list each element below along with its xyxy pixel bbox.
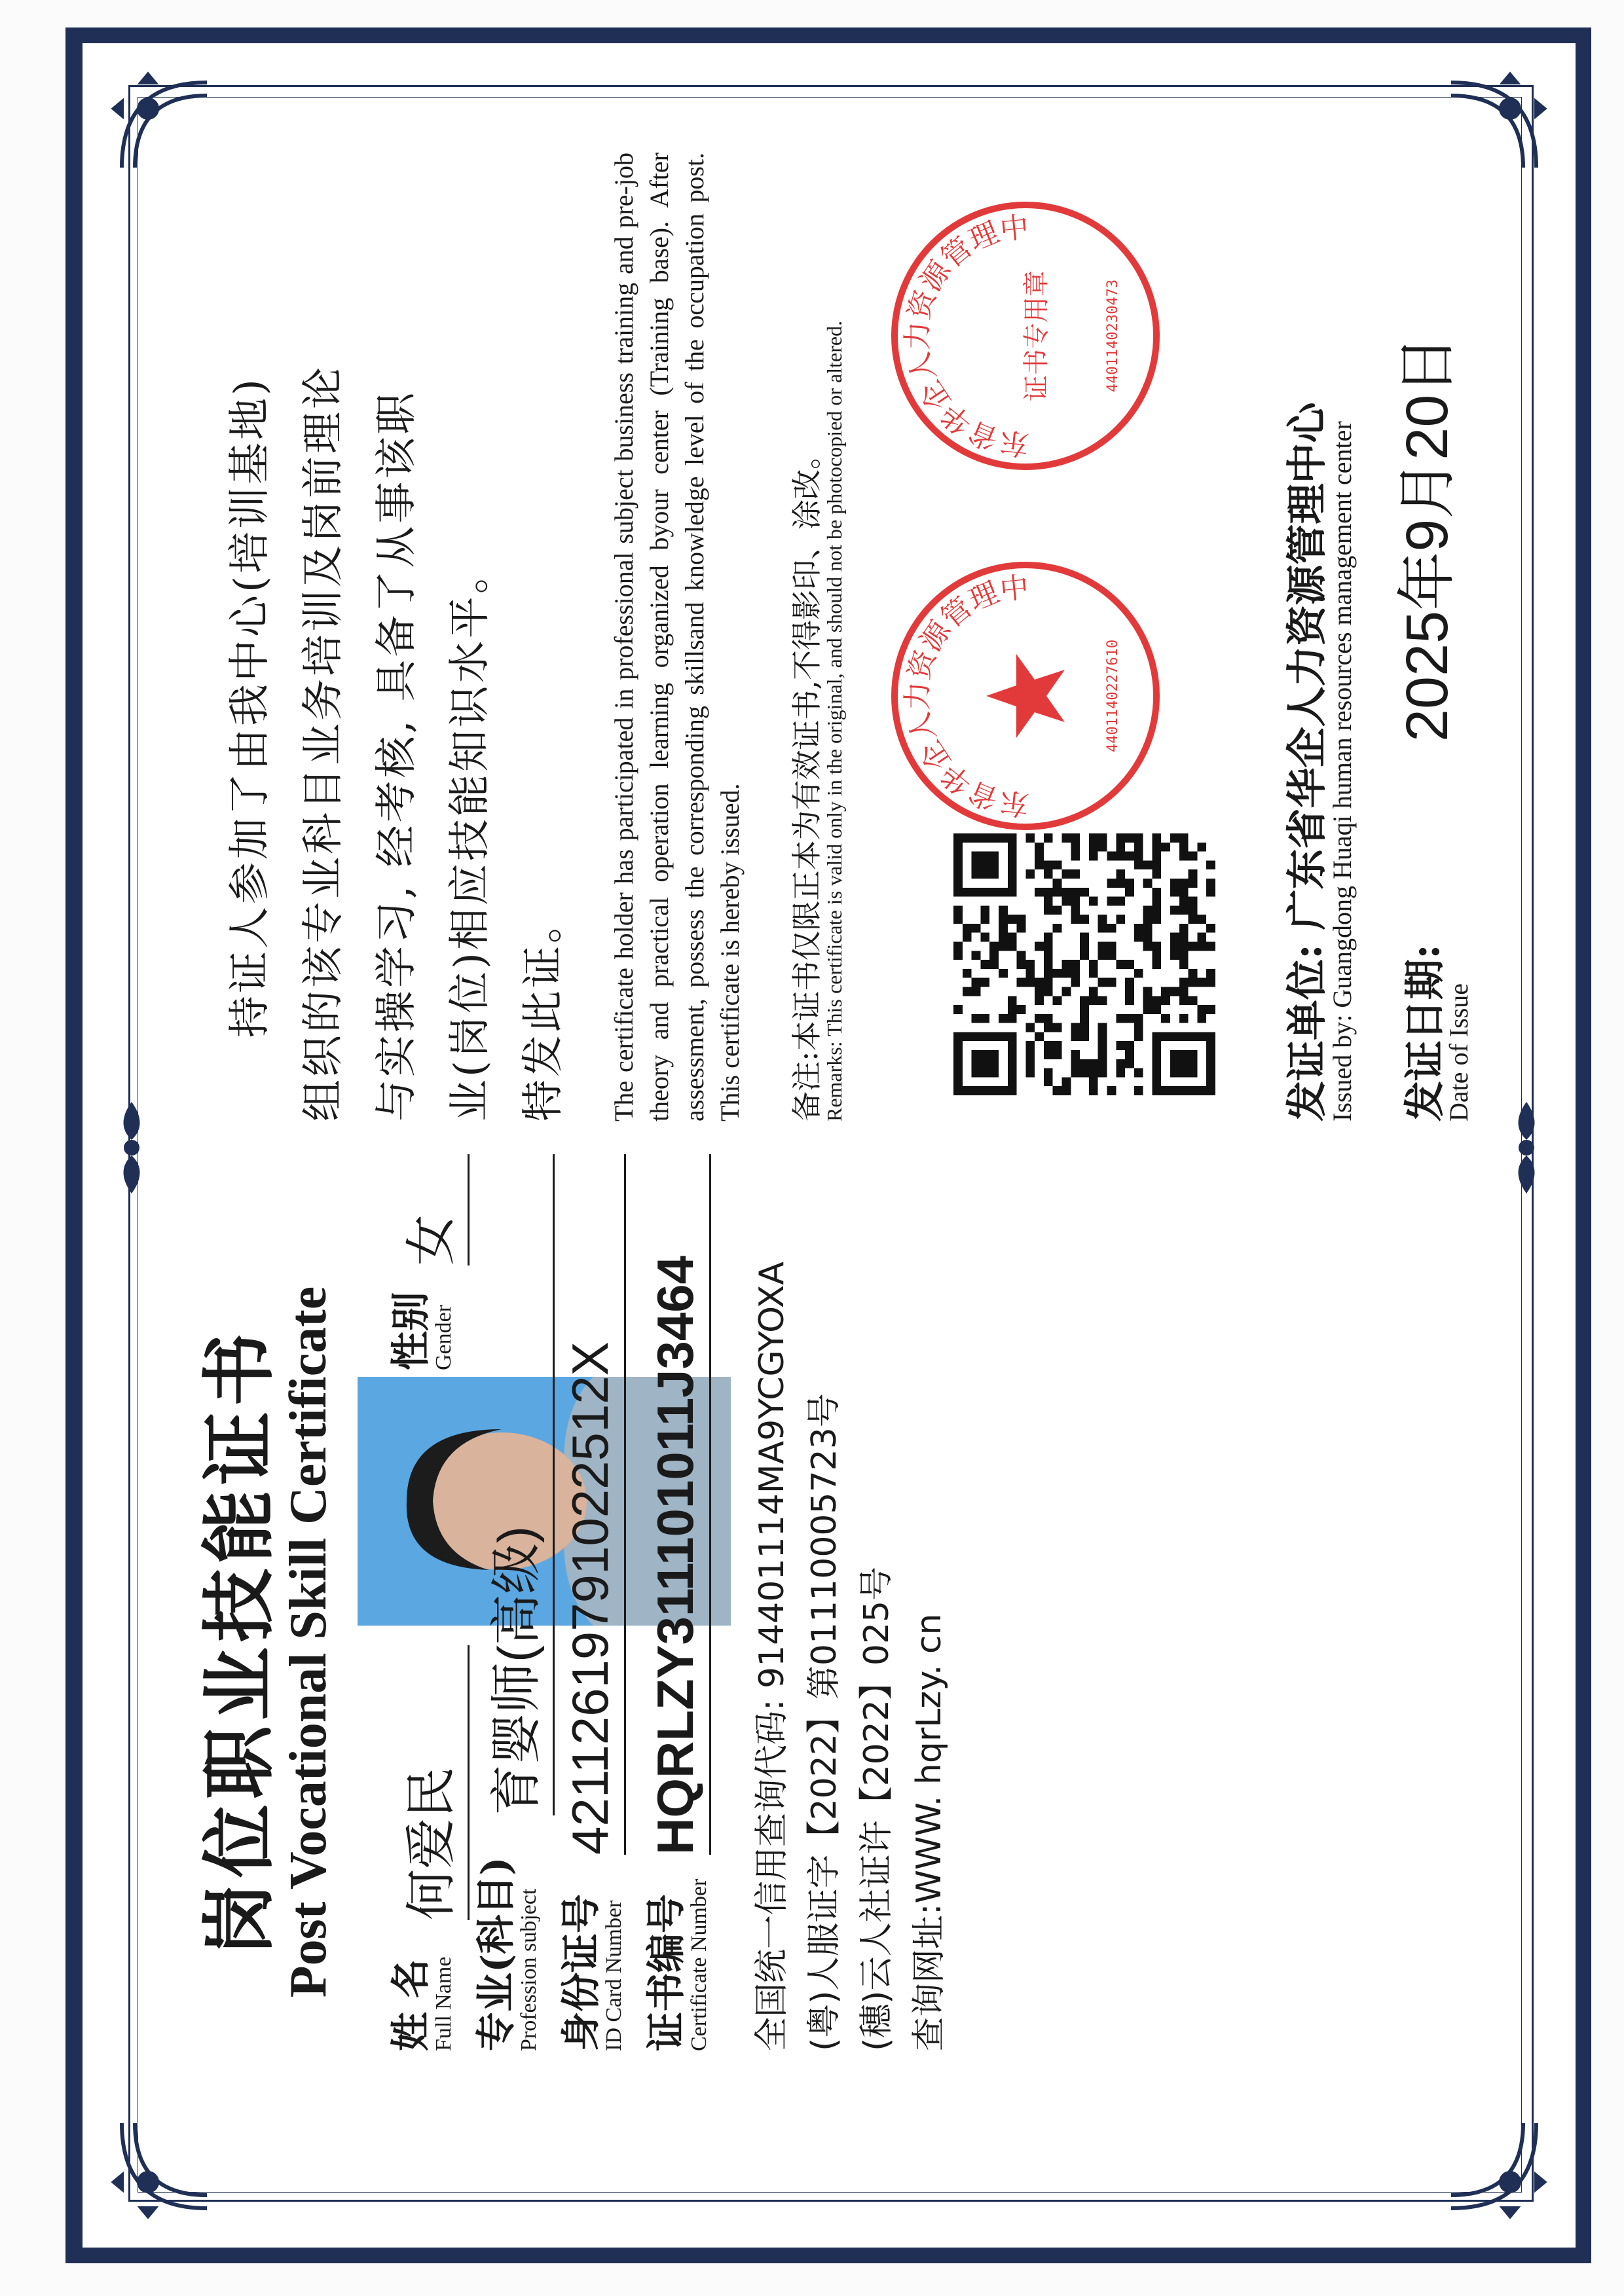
license-1: (粤)人服证字【2022】第01110005723号 xyxy=(805,1393,844,2051)
svg-text:广东省华企人力资源管理中心 xyxy=(881,571,1031,840)
statement-line-5: 特发此证。 xyxy=(519,899,568,1121)
gender-label-en: Gender xyxy=(432,1304,456,1370)
name-value: 何爱民 xyxy=(390,1645,470,1920)
id-card-label-en: ID Card Number xyxy=(602,1900,626,2051)
certificate-title-en: Post Vocational Skill Certificate xyxy=(280,1286,337,1998)
corner-ornament-br-icon xyxy=(1438,69,1549,181)
statement-cn xyxy=(213,153,580,1121)
cert-no-value: HQRLZY311101011J3464 xyxy=(646,1154,711,1855)
statement-en: The certificate holder has participated in professional subject business training and pre-job theory and practical operation learning organized byour center (Training base). After assessment, possess the corresponding skillsand knowledge level of the occupation post. This certificate is hereby issued. xyxy=(609,153,745,1121)
issuer-en xyxy=(1327,421,1357,1121)
issuer-cn xyxy=(1274,403,1333,1122)
gender-field xyxy=(390,1292,456,1370)
official-seal-1 xyxy=(881,552,1170,840)
profession-label: 专业(科目) xyxy=(473,1857,519,2051)
cert-no-field xyxy=(646,1879,711,2051)
cert-no-label-en: Certificate Number xyxy=(687,1878,711,2051)
profession-value: 育婴师(高级) xyxy=(475,1154,555,1815)
corner-ornament-tl-icon xyxy=(109,2110,220,2221)
seal-2-number: 4401140230473 xyxy=(1105,279,1121,393)
gender-value: 女 xyxy=(390,1154,470,1266)
svg-text:广东省华企人力资源管理中心 xyxy=(881,211,1031,480)
issue-date-label: 发证日期: xyxy=(1401,944,1449,1121)
id-card-label: 身份证号 xyxy=(559,1894,604,2051)
profession-field xyxy=(475,1857,541,2051)
statement-line-1: 持证人参加了由我中心(培训基地) xyxy=(226,376,274,1038)
issuer-label: 发证单位: xyxy=(1283,944,1331,1121)
seal-1-text: 东省华企人力资源管理中 xyxy=(901,570,1031,822)
statement-line-3: 与实操学习, 经考核, 具备了从事该职 xyxy=(373,390,421,1121)
corner-ornament-bl-icon xyxy=(1438,2110,1549,2221)
name-field xyxy=(390,1957,456,2051)
corner-ornament-tr-icon xyxy=(109,69,220,181)
mid-ornament-bottom-icon xyxy=(1507,1095,1546,1200)
name-label: 姓 名 xyxy=(388,1959,434,2051)
statement-line-2: 组织的该专业科目业务培训及岗前理论 xyxy=(299,365,348,1121)
verification-qr-code[interactable] xyxy=(953,833,1215,1095)
issuer-label-en: Issued by: xyxy=(1327,1014,1357,1121)
mid-ornament-top-icon xyxy=(112,1095,151,1200)
official-seal-2 xyxy=(881,192,1170,480)
id-card-value: 42112619791022512X xyxy=(561,1154,626,1855)
gender-label: 性别 xyxy=(388,1292,434,1370)
issue-date-value: 2025年9月20日 xyxy=(1395,335,1460,742)
certificate-card xyxy=(83,43,1576,2248)
seal-1-number: 4401140227610 xyxy=(1105,639,1121,753)
statement-line-4: 业(岗位)相应技能知识水平。 xyxy=(446,549,494,1121)
issuer-value-en: Guangdong Huaqi human resources management center xyxy=(1327,421,1357,1008)
seal-2-text: 东省华企人力资源管理中 xyxy=(901,210,1031,462)
credit-code: 全国统一信用查询代码: 914401114MA9YCGYOXA xyxy=(752,1262,792,2051)
seal-2-sub: 证书专用章 xyxy=(1022,270,1052,401)
issue-date-label-en: Date of Issue xyxy=(1444,983,1473,1121)
license-2: (穗)云人社证许【2022】025号 xyxy=(857,1566,896,2051)
cert-no-label: 证书编号 xyxy=(644,1894,690,2051)
profession-label-en: Profession subject xyxy=(517,1888,541,2051)
query-url: 查询网址:WWW. hqrLzy. cn xyxy=(910,1613,949,2051)
remarks-en: Remarks: This certificate is valid only in the original, and should not be photocopied or altered. xyxy=(822,320,846,1121)
name-label-en: Full Name xyxy=(432,1956,456,2051)
id-card-field xyxy=(561,1894,626,2051)
issuer-value: 广东省华企人力资源管理中心 xyxy=(1283,402,1331,930)
remarks-cn: 备注:本证书仅限正本为有效证书,不得影印、涂改。 xyxy=(789,439,824,1121)
certificate-title: 岗位职业技能证书 xyxy=(196,1328,282,1956)
